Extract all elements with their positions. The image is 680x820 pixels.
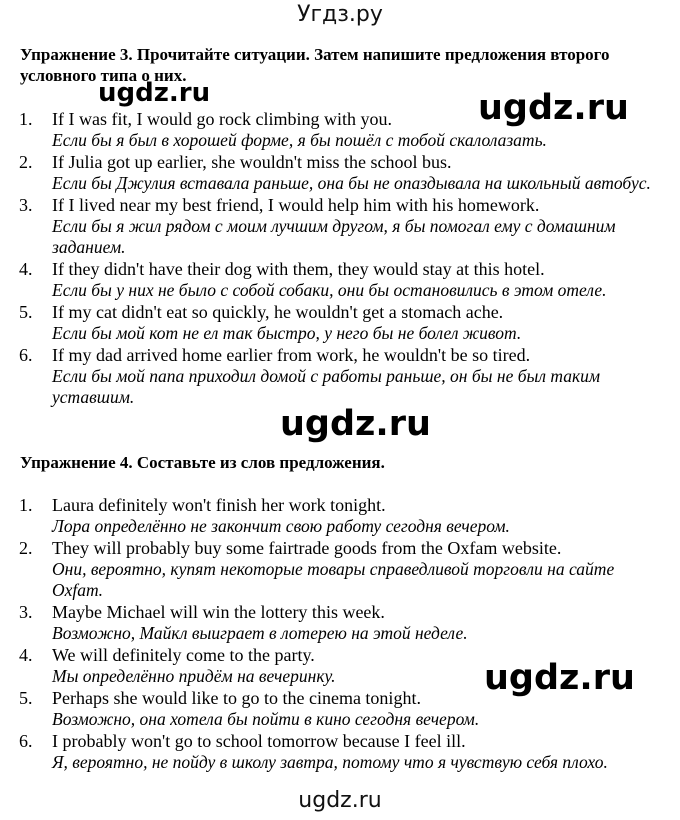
item-number: 2. bbox=[19, 538, 33, 558]
item-number: 5. bbox=[19, 688, 33, 708]
list-item bbox=[0, 730, 680, 773]
russian-translation: Если бы Джулия вставала раньше, она бы не опаздывала на школьный автобус. bbox=[52, 173, 651, 193]
item-number: 4. bbox=[19, 259, 33, 279]
english-sentence: If my cat didn't eat so quickly, he wouldn't get a stomach ache. bbox=[52, 302, 504, 322]
russian-translation: Мы определённо придём на вечеринку. bbox=[52, 666, 336, 686]
watermark: ugdz.ru bbox=[280, 404, 431, 444]
list-item bbox=[0, 151, 680, 194]
watermark: ugdz.ru bbox=[478, 88, 629, 128]
english-sentence: We will definitely come to the party. bbox=[52, 645, 315, 665]
item-number: 1. bbox=[19, 109, 33, 129]
item-number: 4. bbox=[19, 645, 33, 665]
watermark: ugdz.ru bbox=[98, 78, 211, 108]
english-sentence: Laura definitely won't finish her work tonight. bbox=[52, 495, 386, 515]
english-sentence: If my dad arrived home earlier from work, he wouldn't be so tired. bbox=[52, 345, 531, 365]
watermark: ugdz.ru bbox=[484, 658, 635, 698]
item-number: 5. bbox=[19, 302, 33, 322]
english-sentence: If I lived near my best friend, I would help him with his homework. bbox=[52, 195, 540, 215]
russian-translation: Лора определённо не закончит свою работу сегодня вечером. bbox=[52, 516, 510, 536]
item-number: 3. bbox=[19, 195, 33, 215]
russian-translation: Возможно, она хотела бы пойти в кино сегодня вечером. bbox=[52, 709, 480, 729]
list-item bbox=[0, 494, 680, 537]
russian-translation: Они, вероятно, купят некоторые товары справедливой торговли на сайте Oxfam. bbox=[52, 559, 615, 600]
list-item bbox=[0, 258, 680, 301]
site-header: Угдз.ру bbox=[297, 2, 383, 27]
english-sentence: Maybe Michael will win the lottery this week. bbox=[52, 602, 385, 622]
russian-translation: Если бы мой кот не ел так быстро, у него бы не болел живот. bbox=[52, 323, 522, 343]
list-item bbox=[0, 344, 680, 408]
russian-translation: Если бы у них не было с собой собаки, они бы остановились в этом отеле. bbox=[52, 280, 607, 300]
exercise-3-list bbox=[0, 108, 680, 408]
list-item bbox=[0, 301, 680, 344]
item-number: 6. bbox=[19, 345, 33, 365]
russian-translation: Возможно, Майкл выиграет в лотерею на этой неделе. bbox=[52, 623, 468, 643]
site-footer: ugdz.ru bbox=[298, 788, 382, 813]
english-sentence: I probably won't go to school tomorrow because I feel ill. bbox=[52, 731, 466, 751]
russian-translation: Если бы мой папа приходил домой с работы раньше, он бы не был таким уставшим. bbox=[52, 366, 601, 407]
exercise-3-title: Упражнение 3. Прочитайте ситуации. Затем напишите предложения второго условного типа о них. bbox=[20, 45, 610, 85]
list-item bbox=[0, 537, 680, 601]
item-number: 3. bbox=[19, 602, 33, 622]
english-sentence: They will probably buy some fairtrade goods from the Oxfam website. bbox=[52, 538, 562, 558]
item-number: 6. bbox=[19, 731, 33, 751]
exercise-4-title: Упражнение 4. Составьте из слов предложения. bbox=[20, 453, 385, 472]
english-sentence: Perhaps she would like to go to the cinema tonight. bbox=[52, 688, 421, 708]
russian-translation: Если бы я был в хорошей форме, я бы пошёл с тобой скалолазать. bbox=[52, 130, 547, 150]
russian-translation: Если бы я жил рядом с моим лучшим другом, я бы помогал ему с домашним заданием. bbox=[52, 216, 616, 257]
item-number: 1. bbox=[19, 495, 33, 515]
exercise-4-list bbox=[0, 494, 680, 773]
item-number: 2. bbox=[19, 152, 33, 172]
russian-translation: Я, вероятно, не пойду в школу завтра, потому что я чувствую себя плохо. bbox=[52, 752, 608, 772]
english-sentence: If they didn't have their dog with them, they would stay at this hotel. bbox=[52, 259, 545, 279]
english-sentence: If I was fit, I would go rock climbing with you. bbox=[52, 109, 392, 129]
list-item bbox=[0, 601, 680, 644]
english-sentence: If Julia got up earlier, she wouldn't miss the school bus. bbox=[52, 152, 452, 172]
list-item bbox=[0, 194, 680, 258]
